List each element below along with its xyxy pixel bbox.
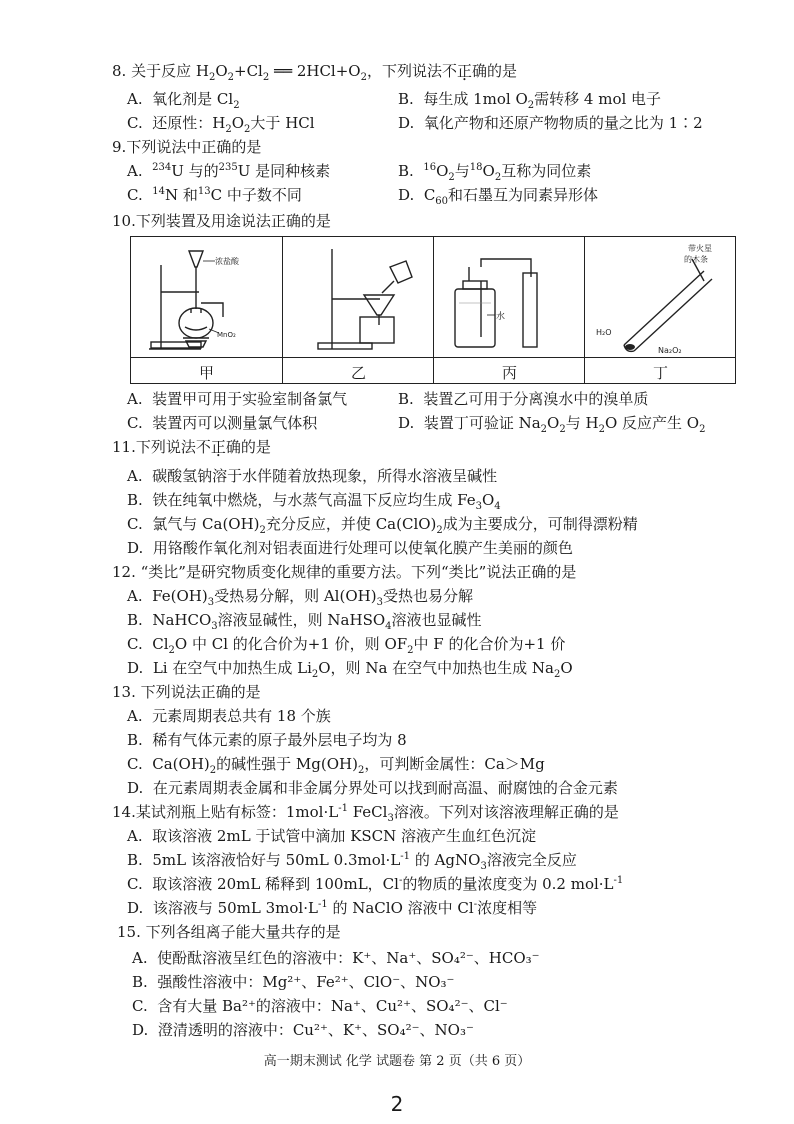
- label-mno2: MnO₂: [217, 331, 236, 339]
- q9-option-c: C. $^{14}$N 和$^{13}$C 中子数不同: [127, 186, 302, 204]
- q8-option-b: B. 每生成 1mol $O_2$需转移 4 mol 电子: [398, 90, 662, 111]
- caption-jia: 甲: [198, 364, 214, 382]
- question-13: 13. 下列说法正确的是: [112, 683, 261, 701]
- q14-option-c: C. 取该溶液 20mL 稀释到 100mL，Cl-的物质的量浓度变为 0.2 $mol\cdot L^{-1}$: [127, 875, 624, 893]
- q12-option-b: B. NaHCO$_3$溶液显碱性，则 NaHSO$_4$溶液也显碱性: [127, 611, 482, 632]
- q8-option-d: D. 氧化产物和还原产物物质的量之比为 1∶2: [398, 114, 703, 132]
- q15-option-d: D. 澄清透明的溶液中：Cu²⁺、K⁺、SO₄²⁻、NO₃⁻: [132, 1021, 474, 1039]
- caption-row: [131, 357, 735, 384]
- question-8: 8. 关于反应 $H_2O_2+Cl_2$ ══ $2HCl+O_2$，下列说法不正确的是: [112, 62, 518, 83]
- question-12: 12. “类比”是研究物质变化规律的重要方法。下列“类比”说法正确的是: [112, 563, 577, 581]
- label-wood-1: 带火星: [688, 244, 712, 253]
- label-wood-2: 的木条: [684, 255, 708, 264]
- q15-option-a: A. 使酚酞溶液呈红色的溶液中：K⁺、Na⁺、SO₄²⁻、HCO₃⁻: [132, 949, 540, 967]
- q13-option-c: C. $Ca(OH)_2$的碱性强于 $Mg(OH)_2$，可判断金属性：Ca＞Mg: [127, 755, 545, 776]
- q9-option-a: A. $^{234}$U 与的$^{235}$U 是同种核素: [127, 162, 331, 180]
- q9-option-b: B. $^{16}O_2$与$^{18}O_2$互称为同位素: [398, 162, 592, 183]
- label-na2o2: Na₂O₂: [658, 346, 682, 355]
- q10-option-b: B. 装置乙可用于分离溴水中的溴单质: [398, 390, 649, 408]
- question-15: 15. 下列各组离子能大量共存的是: [117, 923, 341, 941]
- q11-option-b: B. 铁在纯氧中燃烧，与水蒸气高温下反应均生成 $Fe_3O_4$: [127, 491, 501, 512]
- q13-option-d: D. 在元素周期表金属和非金属分界处可以找到耐高温、耐腐蚀的合金元素: [127, 779, 618, 797]
- q11-option-a: A. 碳酸氢钠溶于水伴随着放热现象，所得水溶液呈碱性: [127, 467, 498, 485]
- apparatus-table: [130, 236, 736, 384]
- caption-ding: 丁: [584, 358, 736, 384]
- chlorine-generator-diagram: [131, 237, 282, 357]
- apparatus-bing: [433, 237, 585, 357]
- caption-yi: 乙: [282, 358, 434, 384]
- q15-option-c: C. 含有大量 Ba²⁺的溶液中：Na⁺、Cu²⁺、SO₄²⁻、Cl⁻: [132, 997, 508, 1015]
- label-conc-hcl: 浓盐酸: [215, 257, 239, 266]
- q13-option-a: A. 元素周期表总共有 18 个族: [127, 707, 331, 725]
- q9-option-d: D. $C_{60}$和石墨互为同素异形体: [398, 186, 599, 207]
- sodium-peroxide-test-diagram: [584, 237, 735, 357]
- question-10: 10.下列装置及用途说法正确的是: [112, 212, 331, 230]
- q8-option-a: A. 氧化剂是 $Cl_2$: [127, 90, 240, 111]
- question-11: 11.下列说法不正确的是: [112, 438, 271, 456]
- q13-option-b: B. 稀有气体元素的原子最外层电子均为 8: [127, 731, 407, 749]
- emphasis-negation: 不正确: [195, 438, 241, 456]
- emphasis-negation: 不正确: [442, 62, 488, 80]
- gas-collection-diagram: [433, 237, 584, 357]
- q12-option-c: C. $Cl_2O$ 中 Cl 的化合价为+1 价，则 $OF_2$中 F 的化合价为+1 价: [127, 635, 566, 656]
- q14-option-d: D. 该溶液与 50mL $3mol\cdot L^{-1}$ 的 NaClO 溶液中 Cl-浓度相等: [127, 899, 538, 917]
- question-14: 14.某试剂瓶上贴有标签：$1mol\cdot L^{-1}$ FeCl$_3$溶液。下列对该溶液理解正确的是: [112, 803, 619, 824]
- apparatus-ding: [584, 237, 735, 357]
- q14-option-a: A. 取该溶液 2mL 于试管中滴加 KSCN 溶液产生血红色沉淀: [127, 827, 537, 845]
- page-footer: 高一期末测试 化学 试题卷 第 2 页（共 6 页）: [263, 1054, 531, 1069]
- q12-option-d: D. Li 在空气中加热生成 $Li_2O$，则 Na 在空气中加热也生成 $Na_2O$: [127, 659, 573, 680]
- question-9: 9.下列说法中正确的是: [112, 138, 262, 156]
- q8-option-c: C. 还原性：$H_2O_2$大于 HCl: [127, 114, 315, 135]
- page-number: 2: [390, 1092, 404, 1116]
- q15-option-b: B. 强酸性溶液中：Mg²⁺、Fe²⁺、ClO⁻、NO₃⁻: [132, 973, 455, 991]
- q11-option-c: C. 氯气与 $Ca(OH)_2$充分反应，并使 $Ca(ClO)_2$成为主要成分，可制得漂粉精: [127, 515, 638, 536]
- q14-option-b: B. 5mL 该溶液恰好与 50mL $0.3mol\cdot L^{-1}$ 的 AgNO$_3$溶液完全反应: [127, 851, 577, 872]
- apparatus-jia: [131, 237, 283, 357]
- apparatus-yi: [282, 237, 434, 357]
- q12-option-a: A. $Fe(OH)_3$受热易分解，则 $Al(OH)_3$受热也易分解: [127, 587, 473, 608]
- caption-bing: 丙: [433, 358, 585, 384]
- q11-option-d: D. 用铬酸作氧化剂对铝表面进行处理可以使氧化膜产生美丽的颜色: [127, 539, 573, 557]
- label-water: 水: [496, 312, 506, 322]
- label-h2o: H₂O: [596, 328, 612, 337]
- q10-option-a: A. 装置甲可用于实验室制备氯气: [127, 390, 348, 408]
- q10-option-d: D. 装置丁可验证 $Na_2O_2$与 $H_2O$ 反应产生 $O_2$: [398, 414, 706, 435]
- filtration-diagram: [282, 237, 433, 357]
- q10-option-c: C. 装置丙可以测量氯气体积: [127, 414, 318, 432]
